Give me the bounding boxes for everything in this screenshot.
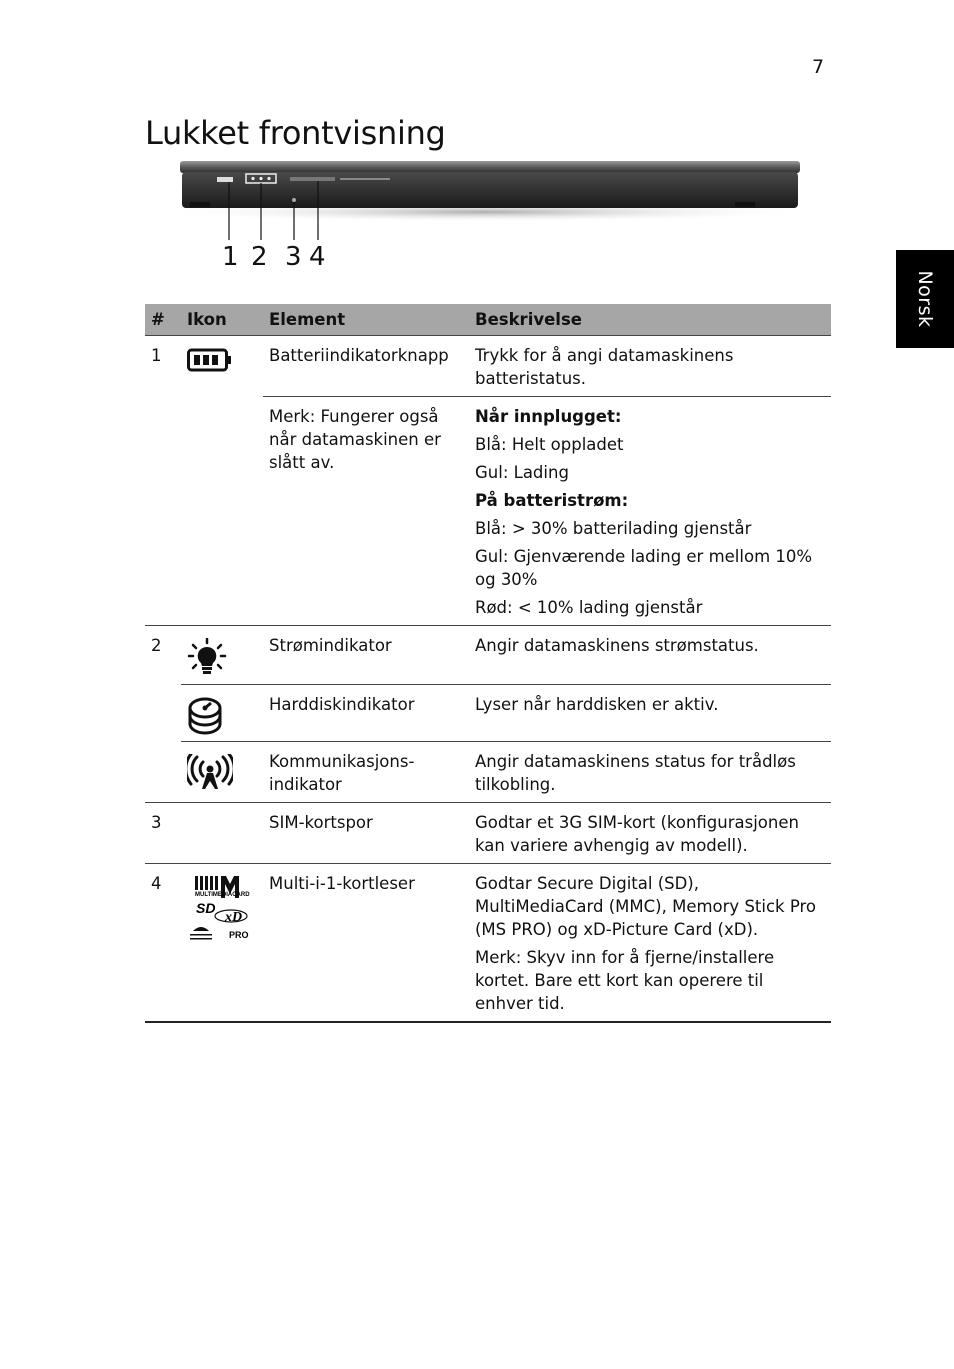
page-number: 7 [812,56,825,78]
laptop-lid [180,161,800,173]
desc-line: Godtar Secure Digital (SD), MultiMediaCard (MMC), Memory Stick Pro (MS PRO) og xD-Picture Card (xD). [475,874,817,939]
desc-line: Rød: < 10% lading gjenstår [475,598,703,617]
table-row [145,685,831,742]
row-icon-cell [181,742,263,803]
row-description: Angir datamaskinens strømstatus. [469,626,831,685]
note-text: : Fungerer også når datamaskinen er slått av. [269,407,441,472]
row-description [469,397,831,626]
row-number: 1 [145,336,181,626]
row-description: Lyser når harddisken er aktiv. [469,685,831,742]
components-table [145,304,831,1023]
mmc-label: MULTIMEDIACARD [195,892,250,898]
header-description: Beskrivelse [469,304,831,336]
wireless-icon [187,754,233,790]
battery-icon [187,348,231,372]
page-title: Lukket frontvisning [145,114,446,152]
row-element: Kommunikasjons-indikator [263,742,469,803]
row-element: SIM-kortspor [263,803,469,864]
row-description: Godtar et 3G SIM-kort (konfigurasjonen kan variere avhengig av modell). [469,803,831,864]
battery-button [217,177,233,182]
header-element: Element [263,304,469,336]
table-row [145,626,831,685]
row-number: 2 [145,626,181,803]
sd-label: SD [196,900,216,916]
note-label: Merk: [475,948,522,967]
desc-line: Blå: > 30% batterilading gjenstår [475,519,752,538]
callout-4: 4 [309,242,326,272]
desc-heading: Når innplugget: [475,407,622,426]
card-reader-slot [290,177,335,181]
row-note [263,397,469,626]
header-number: # [145,304,181,336]
row-icon-cell [181,626,263,685]
row-icon-cell [181,803,263,864]
callout-1: 1 [222,242,239,272]
desc-heading: På batteristrøm: [475,491,629,510]
row-description [469,864,831,1023]
row-element: Multi-i-1-kortleser [263,864,469,1023]
table-header-row [145,304,831,336]
language-tab-label: Norsk [914,270,936,328]
desc-line: Gul: Lading [475,463,569,482]
hdd-icon [187,697,223,735]
row-icon-cell [181,864,263,1023]
table-row [145,803,831,864]
callout-3: 3 [285,242,302,272]
power-light-icon [187,638,227,678]
desc-note [475,946,825,1015]
note-text: Skyv inn for å fjerne/installere kortet. Bare ett kort kan operere til enhver tid. [475,948,775,1013]
row-element: Harddiskindikator [263,685,469,742]
row-element: Batteriindikatorknapp [263,336,469,397]
card-reader-icon [187,876,257,942]
callout-2: 2 [251,242,268,272]
header-icon: Ikon [181,304,263,336]
desc-line: Blå: Helt oppladet [475,435,624,454]
row-number: 4 [145,864,181,1023]
row-icon-cell [181,336,263,626]
sim-slot [292,198,296,202]
row-icon-cell [181,685,263,742]
laptop-base [182,172,798,208]
desc-line: Gul: Gjenværende lading er mellom 10% og 30% [475,547,813,589]
note-label: Merk [269,407,310,426]
language-tab [896,250,954,348]
row-element: Strømindikator [263,626,469,685]
row-description: Angir datamaskinens status for trådløs tilkobling. [469,742,831,803]
table-row [145,864,831,1023]
row-number: 3 [145,803,181,864]
table-row [145,742,831,803]
ms-pro-label: PRO [229,930,249,940]
row-description: Trykk for å angi datamaskinens batteristatus. [469,336,831,397]
xd-label: xD [225,910,243,925]
table-row [145,336,831,397]
